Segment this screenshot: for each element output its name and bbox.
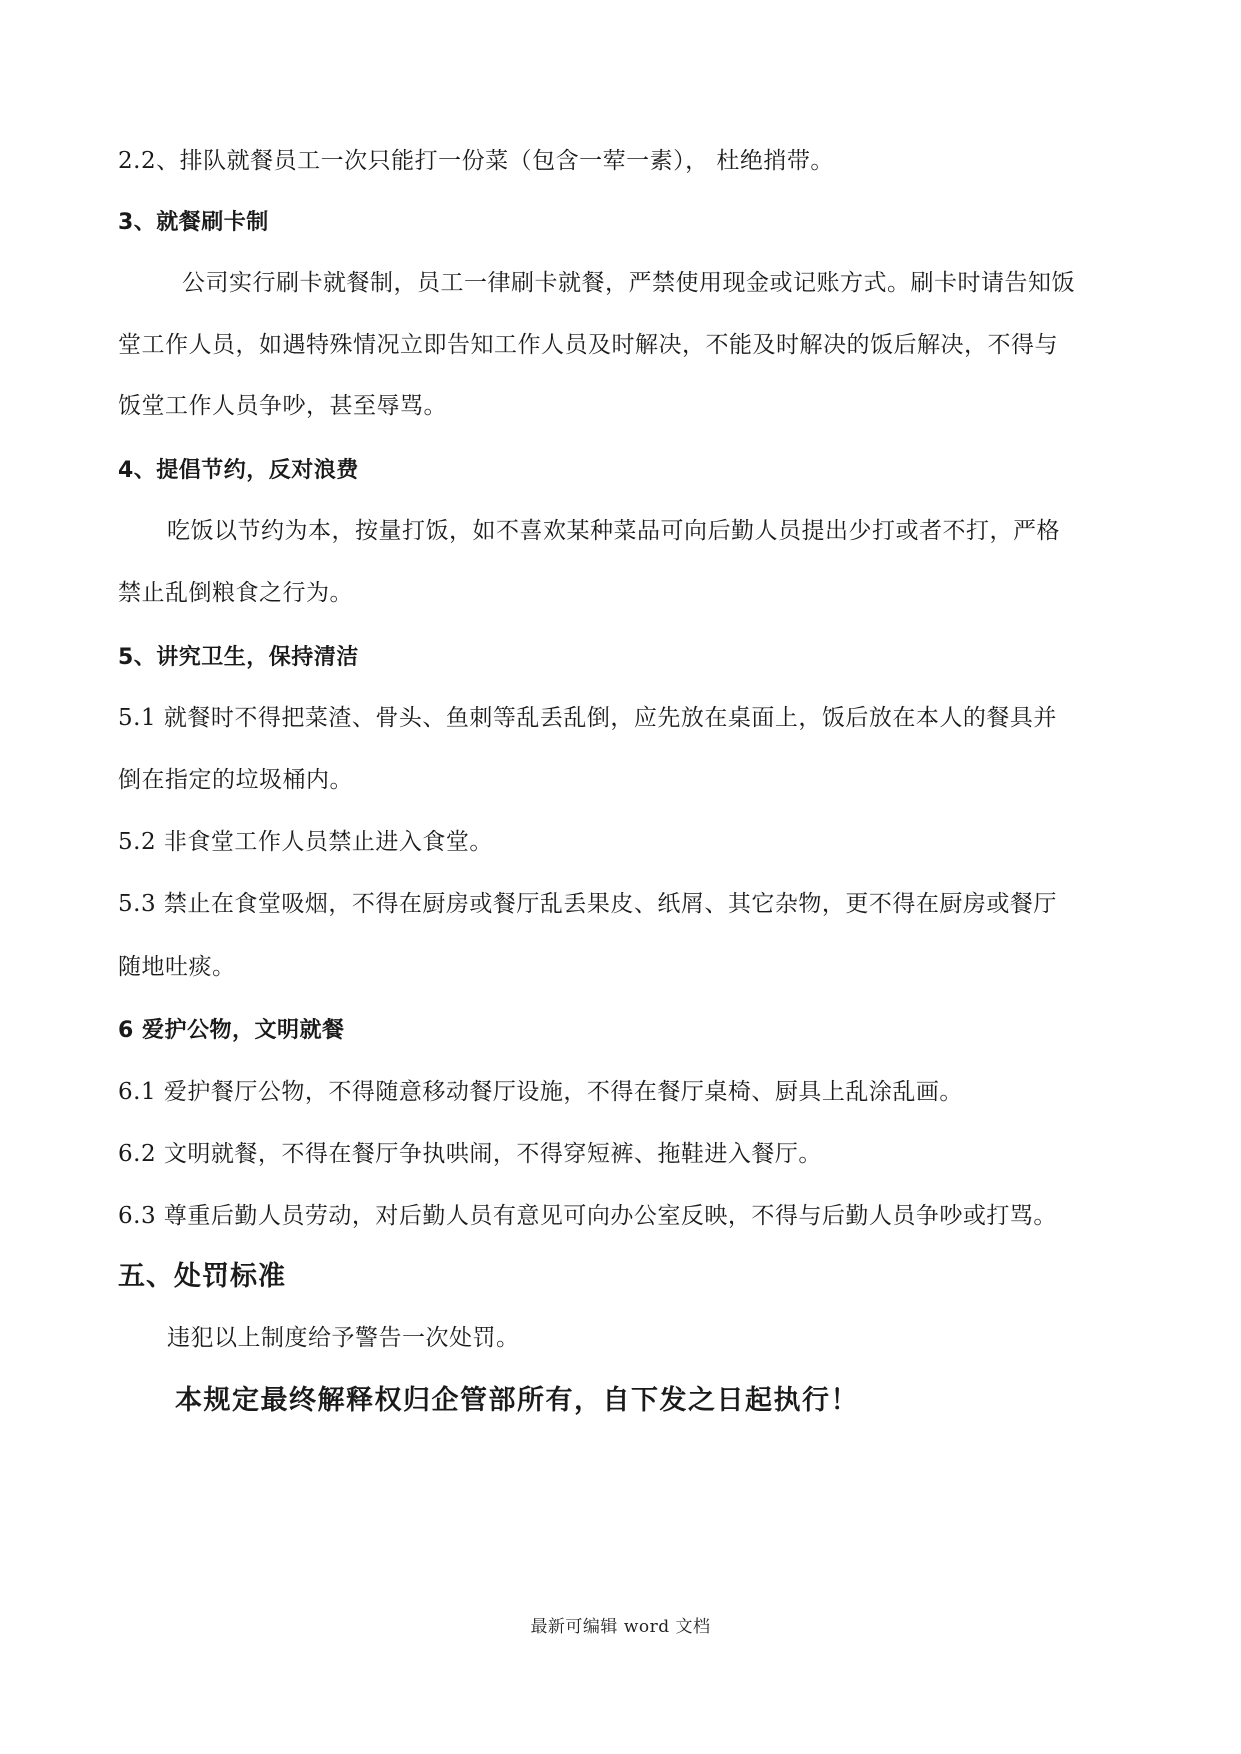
section-5-body: 违犯以上制度给予警告一次处罚。 — [167, 1325, 520, 1351]
heading-4: 4、提倡节约，反对浪费 — [118, 458, 359, 483]
clause-5-3-line-2: 随地吐痰。 — [118, 954, 236, 980]
heading-5: 5、讲究卫生，保持清洁 — [118, 645, 359, 670]
clause-5-1-line-1: 5.1 就餐时不得把菜渣、骨头、鱼刺等乱丢乱倒，应先放在桌面上，饭后放在本人的餐具并 — [118, 705, 1057, 731]
paragraph-4-line-2: 禁止乱倒粮食之行为。 — [118, 580, 353, 606]
clause-6-1: 6.1 爱护餐厅公物，不得随意移动餐厅设施，不得在餐厅桌椅、厨具上乱涂乱画。 — [118, 1079, 963, 1105]
section-5-title: 五、处罚标准 — [118, 1261, 286, 1292]
paragraph-4-line-1: 吃饭以节约为本，按量打饭，如不喜欢某种菜品可向后勤人员提出少打或者不打，严格 — [167, 518, 1060, 544]
clause-6-2: 6.2 文明就餐，不得在餐厅争执哄闹，不得穿短裤、拖鞋进入餐厅。 — [118, 1141, 822, 1167]
clause-6-3: 6.3 尊重后勤人员劳动，对后勤人员有意见可向办公室反映，不得与后勤人员争吵或打骂。 — [118, 1203, 1057, 1229]
heading-3: 3、就餐刷卡制 — [118, 210, 269, 235]
paragraph-3-line-2: 堂工作人员，如遇特殊情况立即告知工作人员及时解决，不能及时解决的饭后解决，不得与 — [118, 332, 1058, 358]
heading-6: 6 爱护公物，文明就餐 — [118, 1018, 345, 1043]
clause-5-3-line-1: 5.3 禁止在食堂吸烟，不得在厨房或餐厅乱丢果皮、纸屑、其它杂物，更不得在厨房或餐厅 — [118, 891, 1057, 917]
clause-5-2: 5.2 非食堂工作人员禁止进入食堂。 — [118, 829, 493, 855]
closing-statement: 本规定最终解释权归企管部所有，自下发之日起执行！ — [175, 1385, 859, 1416]
paragraph-3-line-3: 饭堂工作人员争吵，甚至辱骂。 — [118, 393, 447, 419]
page-footer: 最新可编辑 word 文档 — [530, 1617, 711, 1637]
paragraph-3-line-1: 公司实行刷卡就餐制，员工一律刷卡就餐，严禁使用现金或记账方式。刷卡时请告知饭 — [182, 270, 1075, 296]
clause-5-1-line-2: 倒在指定的垃圾桶内。 — [118, 767, 353, 793]
clause-2-2: 2.2、排队就餐员工一次只能打一份菜（包含一荤一素）， 杜绝捎带。 — [118, 148, 834, 174]
